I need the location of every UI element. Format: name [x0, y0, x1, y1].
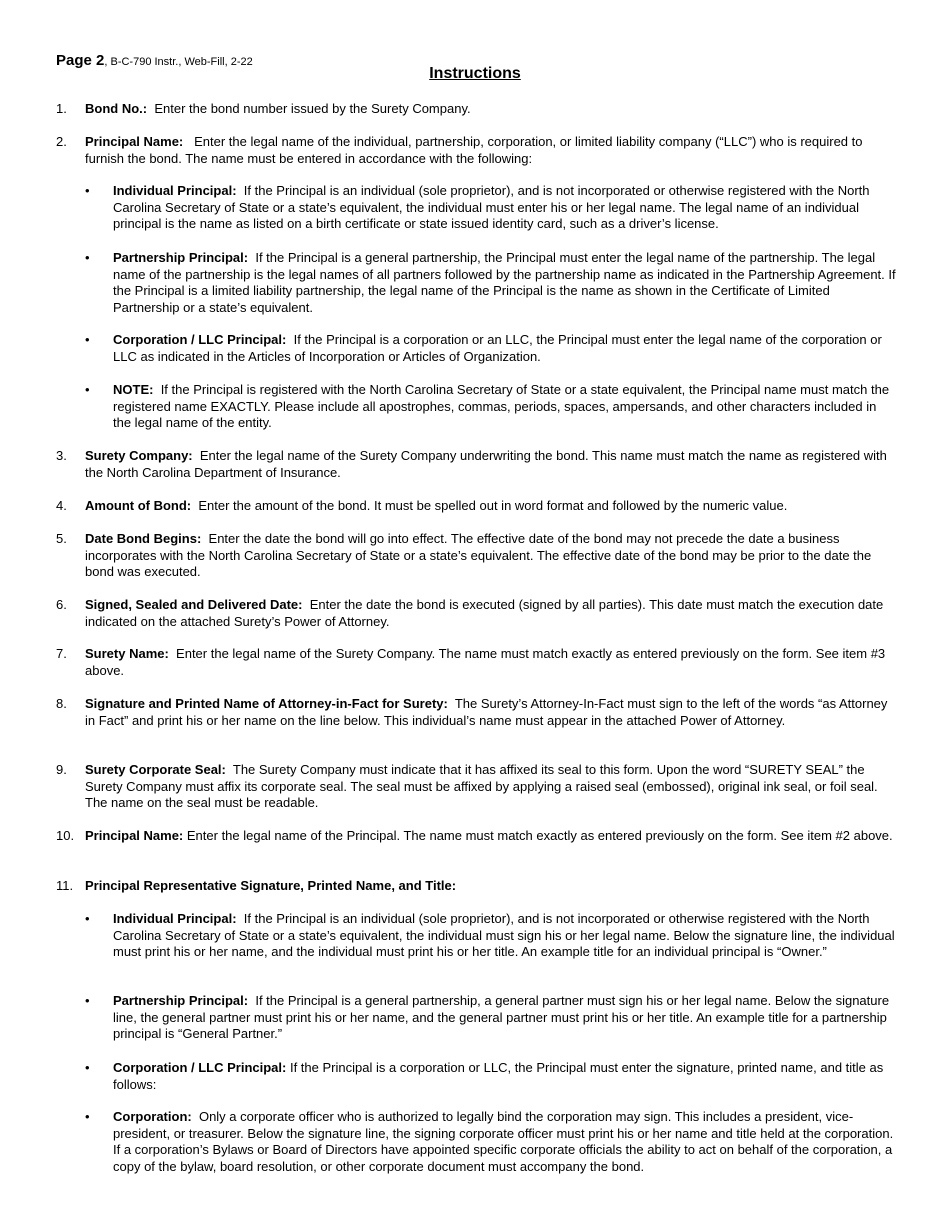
instruction-item-5: [56, 531, 897, 581]
form-id: , B-C-790 Instr., Web-Fill, 2-22: [104, 56, 253, 68]
item-label: Surety Corporate Seal:: [85, 762, 226, 777]
sub-item-label: NOTE:: [113, 382, 154, 397]
instruction-item-11: [56, 878, 897, 895]
item-label: Signed, Sealed and Delivered Date:: [85, 597, 303, 612]
bullet: •: [85, 911, 90, 926]
sub-item-individual-principal-signature: [85, 911, 897, 961]
item-text: The Surety’s Attorney-In-Fact must sign to the left of the words “as Attorney in Fact” and print his or her name on the line below. This individual’s name must appear in the attached Power of Attorney.: [85, 696, 888, 728]
instruction-item-1: [56, 101, 897, 118]
item-text: Enter the date the bond will go into effect. The effective date of the bond may not precede the date a business incorporates with the North Carolina Secretary of State or a state’s equivalent. The effective date of the bond may be prior to the date the bond was executed.: [85, 531, 872, 580]
sub-item-label: Partnership Principal:: [113, 250, 249, 265]
sub-item-label: Individual Principal:: [113, 183, 237, 198]
sub-item-corporation-signature: [85, 1109, 897, 1175]
item-label: Signature and Printed Name of Attorney-in-Fact for Surety:: [85, 696, 448, 711]
item-number: 2.: [56, 134, 67, 149]
item-label: Bond No.:: [85, 101, 148, 116]
bullet: •: [85, 250, 90, 265]
item-number: 10.: [56, 828, 75, 843]
item-number: 8.: [56, 696, 67, 711]
item-number: 7.: [56, 646, 67, 661]
sub-item-text: If the Principal is a corporation or an LLC, the Principal must enter the legal name of the corporation or LLC as indicated in the Articles of Incorporation or Articles of Organization.: [113, 332, 882, 364]
item-label: Principal Name:: [85, 828, 184, 843]
sub-item-individual-principal: [85, 183, 897, 233]
item-text: Enter the legal name of the Principal. The name must match exactly as entered previously on the form. See item #2 above.: [186, 828, 893, 843]
bullet: •: [85, 382, 90, 397]
instruction-item-9: [56, 762, 897, 812]
item-label: Date Bond Begins:: [85, 531, 202, 546]
instruction-item-3: [56, 448, 897, 481]
sub-item-corporation-llc-principal-signature: [85, 1060, 897, 1093]
sub-item-label: Corporation:: [113, 1109, 192, 1124]
sub-item-text: If the Principal is an individual (sole proprietor), and is not incorporated or otherwise registered with the North Carolina Secretary of State or a state’s equivalent, the individual must enter his or her legal name. The legal name of an individual principal is the name as listed on a birth certificate or state issued identity card, such as a driver’s license.: [113, 183, 870, 232]
sub-item-text: If the Principal is an individual (sole proprietor), and is not incorporated or otherwise registered with the North Carolina Secretary of State or a state’s equivalent, the individual must sign his or her legal name. Below the signature line, the individual must print his or her name, and the individual must print his or her title. An example title for an individual principal is “Owner.”: [113, 911, 895, 960]
sub-item-text: If the Principal is a corporation or LLC, the Principal must enter the signature, printed name, and title as follows:: [113, 1060, 884, 1092]
sub-item-text: If the Principal is a general partnership, the Principal must enter the legal name of the partnership. The legal name of the partnership is the legal names of all partners followed by the partnership name as indicated in the Partnership Agreement. If the Principal is a limited liability partnership, the legal name of the Principal is the name as shown in the Certificate of Limited Partnership or a state’s equivalent.: [113, 250, 896, 315]
bullet: •: [85, 332, 90, 347]
bullet: •: [85, 1060, 90, 1075]
item-number: 11.: [56, 878, 74, 893]
item-text: The Surety Company must indicate that it has affixed its seal to this form. Upon the word “SURETY SEAL” the Surety Company must affix its corporate seal. The seal must be affixed by applying a raised seal (embossed), original ink seal, or foil seal. The name on the seal must be readable.: [85, 762, 878, 811]
sub-item-partnership-principal: [85, 250, 897, 316]
sub-item-text: Only a corporate officer who is authorized to legally bind the corporation may sign. This includes a president, vice-president, or treasurer. Below the signature line, the signing corporate officer must print his or her name and title held at the corporation. If a corporation’s Bylaws or Board of Directors have appointed specific corporate officials the ability to act on behalf of the corporation, a copy of the bylaw, board resolution, or other corporate document must accompany the bond.: [113, 1109, 894, 1174]
instruction-item-7: [56, 646, 897, 679]
sub-item-partnership-principal-signature: [85, 993, 897, 1043]
instruction-item-8: [56, 696, 897, 729]
item-number: 5.: [56, 531, 67, 546]
sub-item-text: If the Principal is registered with the North Carolina Secretary of State or a state equivalent, the Principal name must match the registered name EXACTLY. Please include all apostrophes, commas, periods, spaces, ampersands, and other characters included in the legal name of the entity.: [113, 382, 890, 431]
item-label: Principal Representative Signature, Printed Name, and Title:: [85, 878, 457, 893]
bullet: •: [85, 183, 90, 198]
sub-item-label: Individual Principal:: [113, 911, 237, 926]
item-number: 3.: [56, 448, 67, 463]
item-number: 9.: [56, 762, 67, 777]
instruction-item-6: [56, 597, 897, 630]
item-text: Enter the legal name of the Surety Company. The name must match exactly as entered previously on the form. See item #3 above.: [85, 646, 886, 678]
page-number: Page 2: [56, 52, 105, 69]
item-text: Enter the date the bond is executed (signed by all parties). This date must match the execution date indicated on the attached Surety’s Power of Attorney.: [85, 597, 884, 629]
sub-item-text: If the Principal is a general partnership, a general partner must sign his or her legal name. Below the signature line, the general partner must print his or her name, and the general partner must print his or her title. An example title for a partnership principal is “General Partner.”: [113, 993, 890, 1042]
item-label: Surety Name:: [85, 646, 169, 661]
sub-item-label: Partnership Principal:: [113, 993, 249, 1008]
page-title: Instructions: [429, 65, 521, 82]
item-text: Enter the legal name of the individual, partnership, corporation, or limited liability company (“LLC”) who is required to furnish the bond. The name must be entered in accordance with the following:: [85, 134, 863, 166]
item-text: Enter the legal name of the Surety Company underwriting the bond. This name must match the name as registered with the North Carolina Department of Insurance.: [85, 448, 887, 480]
instruction-item-4: [56, 498, 897, 515]
item-text: Enter the amount of the bond. It must be spelled out in word format and followed by the numeric value.: [198, 498, 788, 513]
bullet: •: [85, 1109, 90, 1124]
item-number: 1.: [56, 101, 67, 116]
sub-item-note: [85, 382, 897, 432]
item-label: Amount of Bond:: [85, 498, 192, 513]
sub-item-corporation-llc-principal: [85, 332, 897, 365]
bullet: •: [85, 993, 90, 1008]
item-number: 4.: [56, 498, 67, 513]
item-label: Surety Company:: [85, 448, 193, 463]
instruction-item-10: [56, 828, 897, 845]
item-number: 6.: [56, 597, 67, 612]
item-label: Principal Name:: [85, 134, 184, 149]
sub-item-label: Corporation / LLC Principal:: [113, 332, 287, 347]
instruction-item-2: [56, 134, 897, 167]
item-text: Enter the bond number issued by the Surety Company.: [154, 101, 471, 116]
sub-item-label: Corporation / LLC Principal:: [113, 1060, 287, 1075]
